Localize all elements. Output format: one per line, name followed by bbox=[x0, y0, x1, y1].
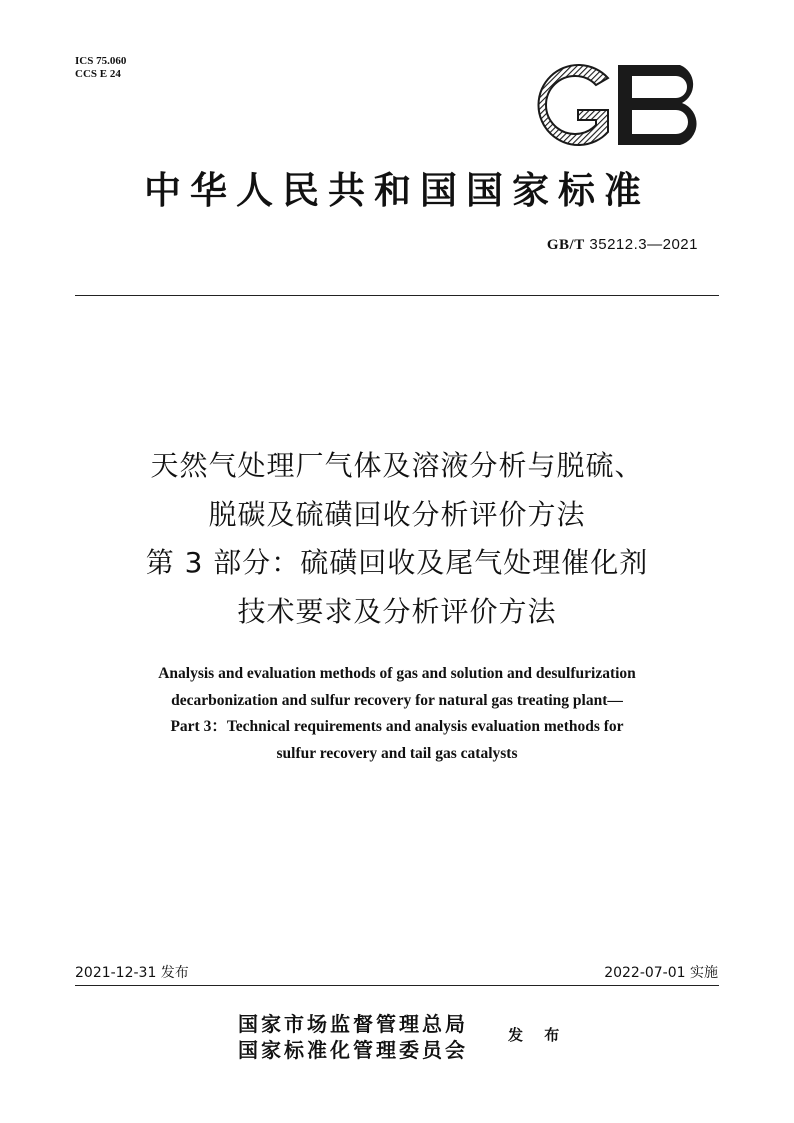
ccs-code: CCS E 24 bbox=[75, 68, 121, 80]
bottom-divider bbox=[75, 985, 719, 986]
standard-number bbox=[547, 236, 698, 254]
english-title-line: decarbonization and sulfur recovery for natural gas treating plant— bbox=[171, 691, 623, 709]
publish-label: 发 布 bbox=[508, 1026, 568, 1044]
issuer-name: 国家标准化管理委员会 bbox=[238, 1038, 468, 1062]
implementation-date: 2022-07-01 实施 bbox=[604, 965, 718, 981]
top-divider bbox=[75, 295, 719, 296]
gb-logo-glyphs bbox=[538, 65, 696, 145]
english-title-line: Part 3：Technical requirements and analysis evaluation methods for bbox=[170, 718, 624, 735]
national-standard-title: 中华人民共和国国家标准 bbox=[144, 168, 650, 212]
chinese-title bbox=[40, 442, 754, 636]
classification-codes bbox=[75, 55, 126, 81]
english-title-line: sulfur recovery and tail gas catalysts bbox=[276, 744, 518, 762]
standard-code: 35212.3—2021 bbox=[589, 236, 698, 253]
chinese-title-line: 第 3 部分：硫磺回收及尾气处理催化剂 bbox=[145, 546, 649, 579]
standard-prefix: GB/T bbox=[546, 237, 585, 253]
ics-code: ICS 75.060 bbox=[75, 55, 127, 67]
chinese-title-line: 技术要求及分析评价方法 bbox=[237, 594, 557, 628]
chinese-title-line: 脱碳及硫磺回收分析评价方法 bbox=[208, 497, 586, 531]
chinese-title-line: 天然气处理厂气体及溶液分析与脱硫、 bbox=[150, 449, 644, 482]
issue-date: 2021-12-31 发布 bbox=[75, 965, 189, 981]
issuing-authorities bbox=[238, 1011, 468, 1063]
english-title bbox=[40, 661, 754, 767]
gb-logo bbox=[520, 60, 720, 150]
issuer-name: 国家市场监督管理总局 bbox=[238, 1012, 468, 1036]
english-title-line: Analysis and evaluation methods of gas and solution and desulfurization bbox=[158, 665, 636, 682]
